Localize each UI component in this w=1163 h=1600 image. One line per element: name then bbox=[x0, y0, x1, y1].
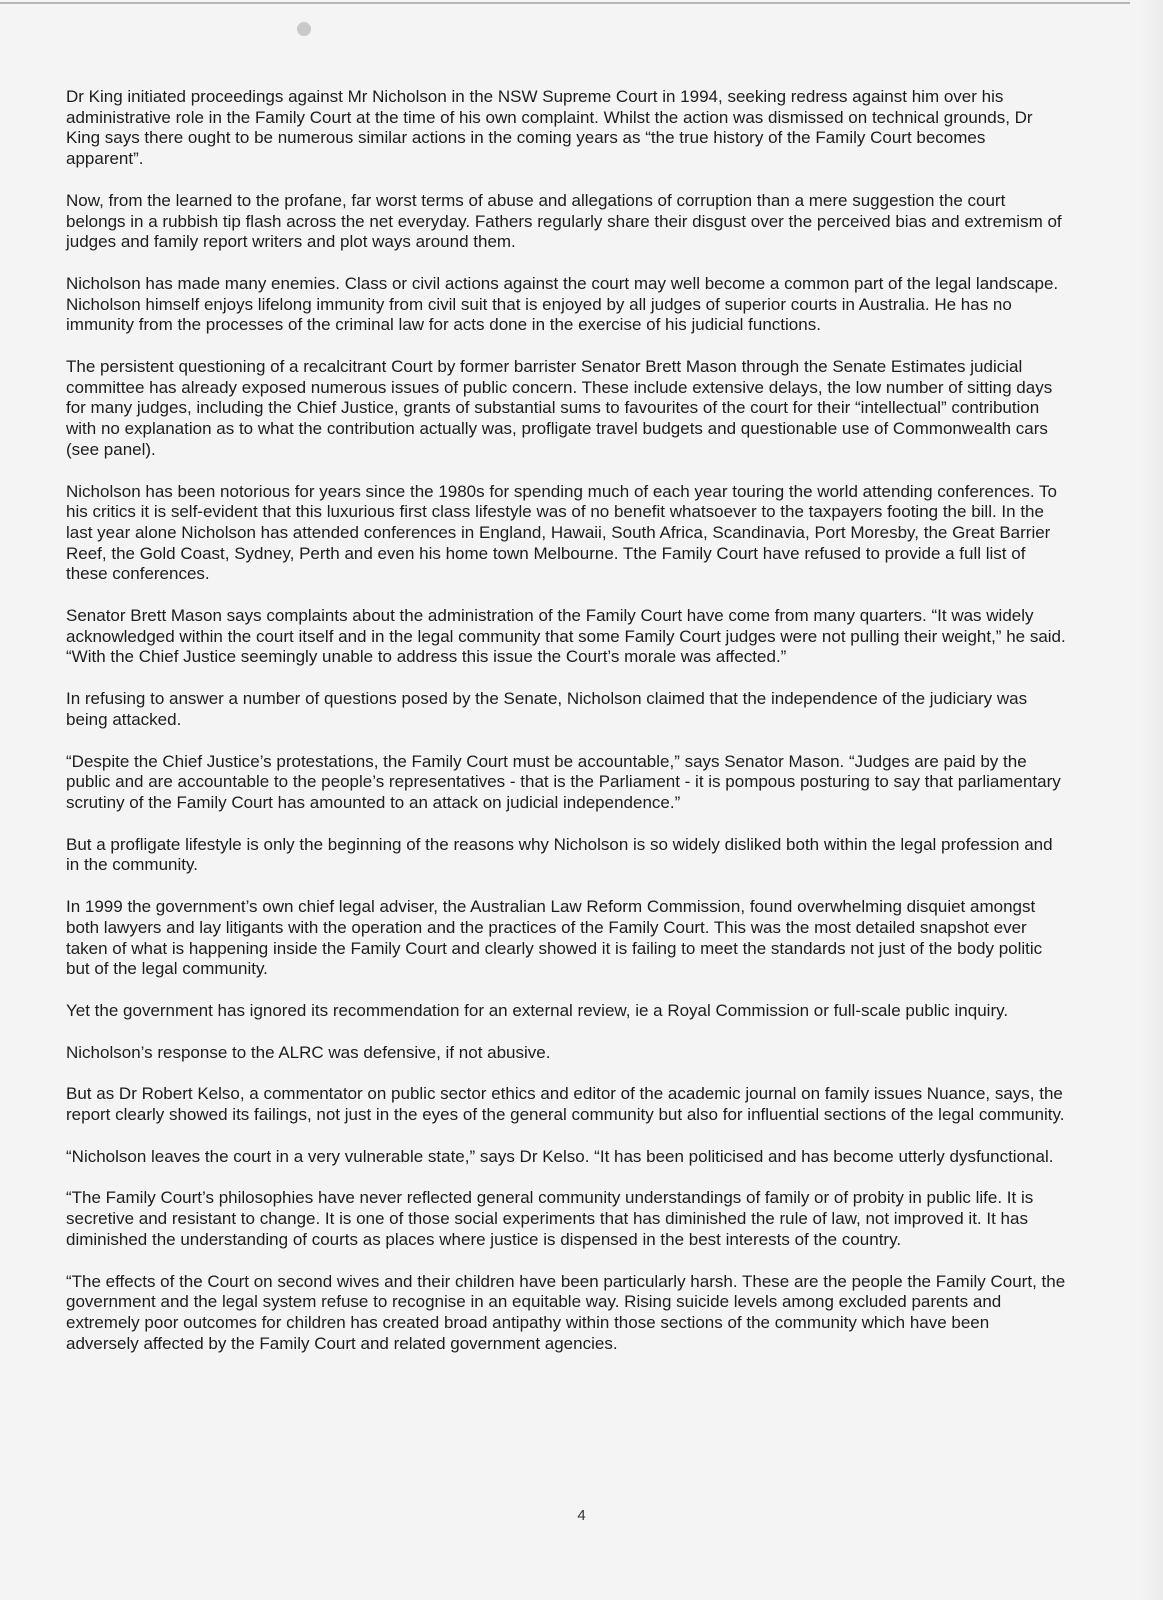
paragraph: But a profligate lifestyle is only the beginning of the reasons why Nicholson is so widely disliked both within the legal profession and in the community. bbox=[66, 834, 1053, 875]
paragraph: But as Dr Robert Kelso, a commentator on public sector ethics and editor of the academic journal on family issues Nuance, says, the report clearly showed its failings, not just in the eyes of the general community but also for influential sections of the legal community. bbox=[66, 1084, 1065, 1125]
punch-hole-mark bbox=[297, 22, 311, 36]
page-top-edge bbox=[0, 2, 1130, 4]
paragraph: “The Family Court’s philosophies have never reflected general community understandings of family or of probity in public life. It is secretive and resistant to change. It is one of those social experiments that has diminished the rule of law, not improved it. It has diminished the understanding of courts as places where justice is dispensed in the best interests of the country. bbox=[66, 1188, 1034, 1249]
paragraph: “The effects of the Court on second wives and their children have been particularly harsh. These are the people the Family Court, the government and the legal system refuse to recognise in an equitable way. Rising suicide levels among excluded parents and extremely poor outcomes for children has created broad antipathy within those sections of the community which have been adversely affected by the Family Court and related government agencies. bbox=[66, 1271, 1066, 1353]
paragraph: “Nicholson leaves the court in a very vulnerable state,” says Dr Kelso. “It has been politicised and has become utterly dysfunctional. bbox=[66, 1146, 1054, 1166]
paragraph: Now, from the learned to the profane, far worst terms of abuse and allegations of corruption than a mere suggestion the court belongs in a rubbish tip flash across the net everyday. Fathers regularly share their disgust over the perceived bias and extremism of judges and family report writers and plot ways around them. bbox=[66, 190, 1062, 252]
paragraph: Nicholson has made many enemies. Class or civil actions against the court may well become a common part of the legal landscape. Nicholson himself enjoys lifelong immunity from civil suit that is enjoyed by all judges of superior courts in Australia. He has no immunity from the processes of the criminal law for acts done in the exercise of his judicial functions. bbox=[66, 273, 1059, 335]
paragraph: In refusing to answer a number of questions posed by the Senate, Nicholson claimed that the independence of the judiciary was being attacked. bbox=[66, 689, 1028, 729]
paragraph: Senator Brett Mason says complaints about the administration of the Family Court have come from many quarters. “It was widely acknowledged within the court itself and in the legal community that some Family Court judges were not pulling their weight,” he said. “With the Chief Justice seemingly unable to address this issue the Court’s morale was affected.” bbox=[66, 606, 1066, 667]
paragraph: In 1999 the government’s own chief legal adviser, the Australian Law Reform Commission, found overwhelming disquiet amongst both lawyers and lay litigants with the operation and the practices of the Family Court. This was the most detailed snapshot ever taken of what is happening inside the Family Court and clearly showed it is failing to meet the standards not just of the body politic but of the legal community. bbox=[66, 897, 1043, 979]
paragraph: Dr King initiated proceedings against Mr Nicholson in the NSW Supreme Court in 1994, seeking redress against him over his administrative role in the Family Court at the time of his own complaint. Whilst the action was dismissed on technical grounds, Dr King says there ought to be numerous similar actions in the coming years as “the true history of the Family Court becomes apparent”. bbox=[66, 87, 1033, 169]
paragraph: Nicholson has been notorious for years since the 1980s for spending much of each year touring the world attending conferences. To his critics it is self-evident that this luxurious first class lifestyle was of no benefit whatsoever to the taxpayers footing the bill. In the last year alone Nicholson has attended conferences in England, Hawaii, South Africa, Scandinavia, Port Moresby, the Great Barrier Reef, the Gold Coast, Sydney, Perth and even his home town Melbourne. Tthe Family Court have refused to provide a full list of these conferences. bbox=[66, 481, 1058, 584]
paragraph: Yet the government has ignored its recommendation for an external review, ie a Royal Commission or full-scale public inquiry. bbox=[66, 1000, 1009, 1020]
page-number: 4 bbox=[577, 1507, 586, 1524]
page-right-edge-shadow bbox=[1137, 0, 1163, 1600]
paragraph: Nicholson’s response to the ALRC was defensive, if not abusive. bbox=[66, 1042, 551, 1062]
article-body bbox=[66, 87, 1066, 1375]
paragraph: “Despite the Chief Justice’s protestations, the Family Court must be accountable,” says Senator Mason. “Judges are paid by the public and are accountable to the people’s representatives - that is the Parliament - it is pompous posturing to say that parliamentary scrutiny of the Family Court has amounted to an attack on judicial independence.” bbox=[66, 751, 1061, 812]
paragraph: The persistent questioning of a recalcitrant Court by former barrister Senator Brett Mason through the Senate Estimates judicial committee has already exposed numerous issues of public concern. These include extensive delays, the low number of sitting days for many judges, including the Chief Justice, grants of substantial sums to favourites of the court for their “intellectual” contribution with no explanation as to what the contribution actually was, profligate travel budgets and questionable use of Commonwealth cars (see panel). bbox=[66, 357, 1053, 459]
